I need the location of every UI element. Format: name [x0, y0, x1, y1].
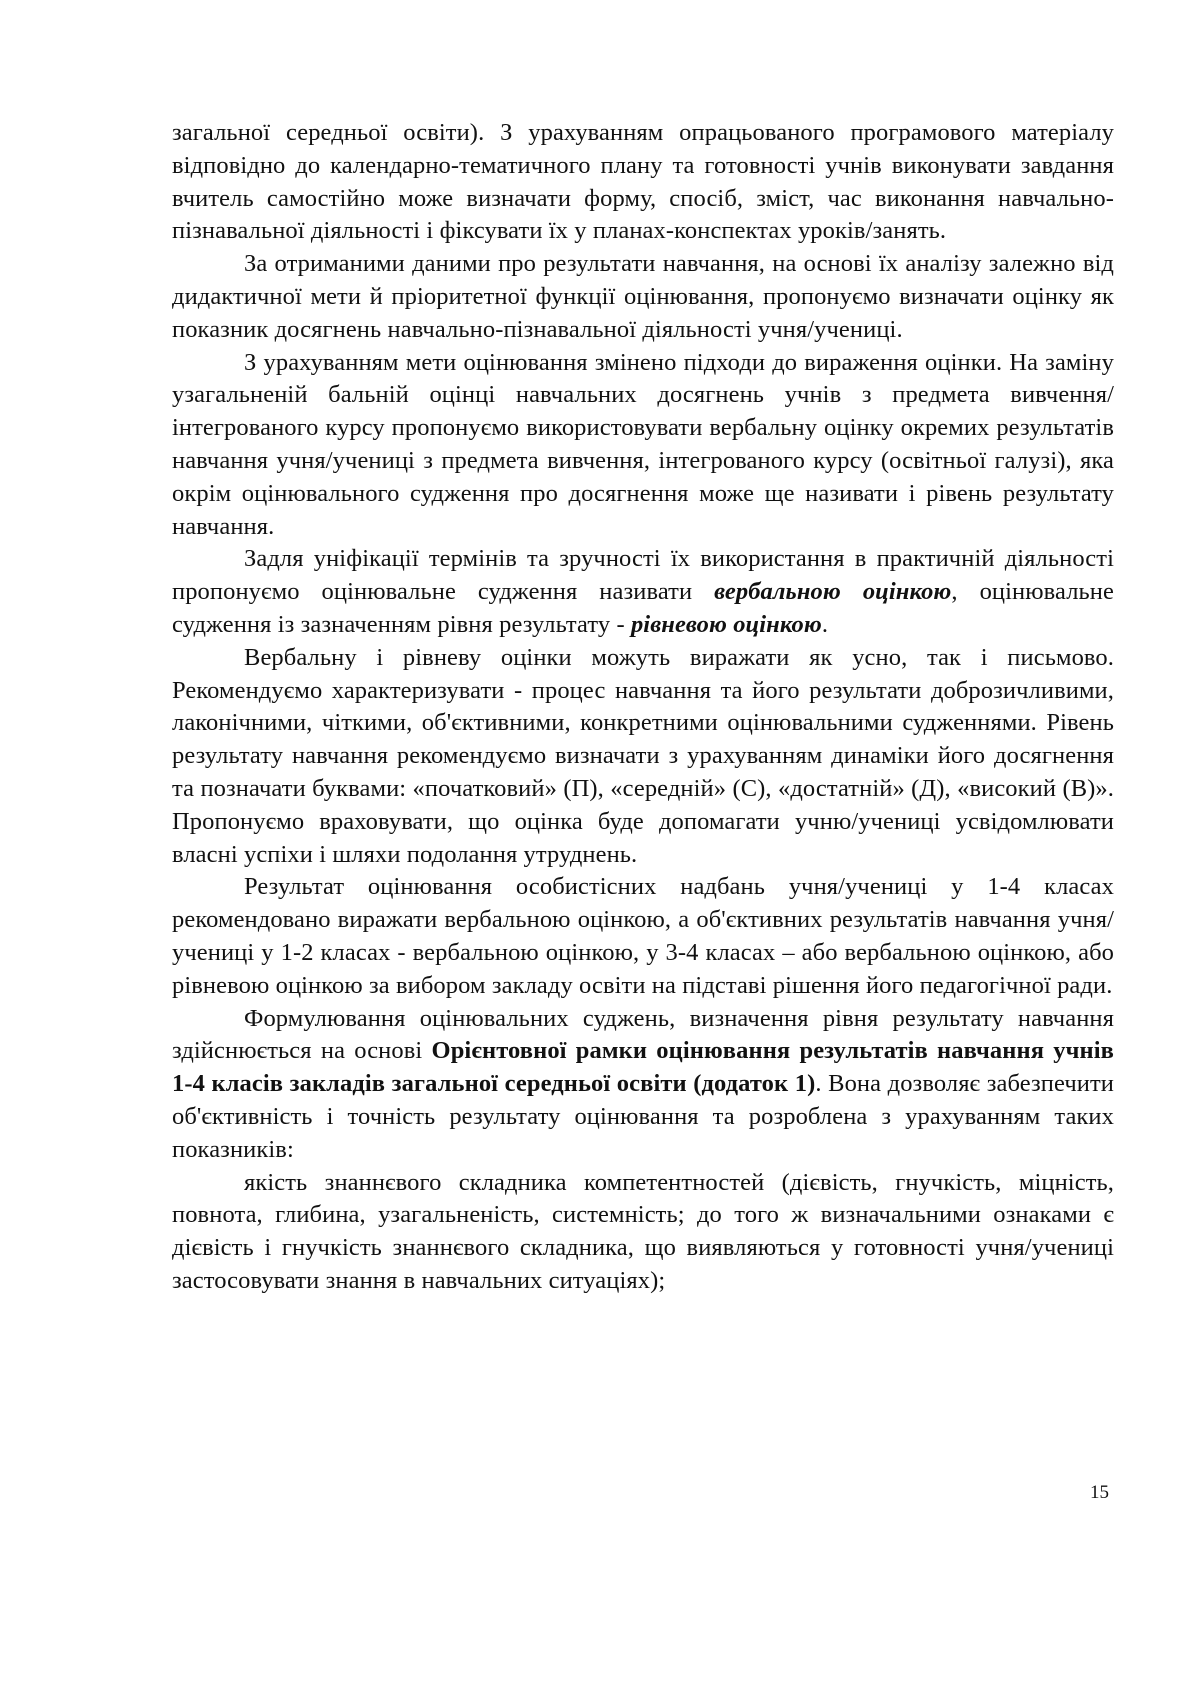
page-number: 15 [1090, 1482, 1109, 1503]
paragraph-1: загальної середньої освіти). З урахуванням опрацьованого програмового матеріалу відповідно до календарно-тематичного плану та готовності учнів виконувати завдання вчитель самостійно може визначати форму, спосіб, зміст, час виконання навчально-пізнавальної діяльності і фіксувати їх у планах-конспектах уроків/занять. [172, 119, 1114, 245]
paragraph-5: Вербальну і рівневу оцінки можуть виражати як усно, так і письмово. Рекомендуємо характеризувати - процес навчання та його результати доброзичливими, лаконічними, чіткими, об'єктивними, конкретними оцінювальними судженнями. Рівень результату навчання рекомендуємо визначати з урахуванням динаміки його досягнення та позначати буквами: «початковий» (П), «середній» (С), «достатній» (Д), «високий (В)». Пропонуємо враховувати, що оцінка буде допомагати учню/учениці усвідомлювати власні успіхи і шляхи подолання утруднень. [172, 643, 1114, 868]
assessment-framework-reference: Орієнтовної рамки оцінювання результатів навчання учнів 1-4 класів закладів загальної середньої освіти (додаток 1) [172, 1037, 1114, 1098]
verbal-assessment-term: вербальною оцінкою [714, 578, 952, 606]
paragraph-4 [172, 543, 1114, 641]
paragraph-4-text-before: Задля уніфікації термінів та зручності їх використання в практичній діяльності пропонуємо оцінювальне судження називати [172, 545, 1114, 606]
paragraph-7 [172, 1003, 1114, 1167]
paragraph-3: З урахуванням мети оцінювання змінено підходи до вираження оцінки. На заміну узагальненій бальній оцінці навчальних досягнень учнів з предмета вивчення/інтегрованого курсу пропонуємо використовувати вербальну оцінку окремих результатів навчання учня/учениці з предмета вивчення, інтегрованого курсу (освітньої галузі), яка окрім оцінювального судження про досягнення може ще називати і рівень результату навчання. [172, 348, 1114, 540]
document-page [172, 117, 1114, 1298]
paragraph-7-text-after: . Вона дозволяє забезпечити об'єктивність і точність результату оцінювання та розроблена з урахуванням таких показників: [172, 1070, 1114, 1163]
paragraph-2: За отриманими даними про результати навчання, на основі їх аналізу залежно від дидактичної мети й пріоритетної функції оцінювання, пропонуємо визначати оцінку як показник досягнень навчально-пізнавальної діяльності учня/учениці. [172, 250, 1114, 343]
level-assessment-term: рівневою оцінкою [630, 610, 822, 638]
paragraph-4-text-middle: , оцінювальне судження із зазначенням рівня результату - [172, 578, 1114, 638]
paragraph-8: якість знаннєвого складника компетентностей (дієвість, гнучкість, міцність, повнота, глибина, узагальненість, системність; до того ж визначальними ознаками є дієвість і гнучкість знаннєвого складника, що виявляються у готовності учня/учениці застосовувати знання в навчальних ситуаціях); [172, 1168, 1114, 1294]
paragraph-6: Результат оцінювання особистісних надбань учня/учениці у 1-4 класах рекомендовано виражати вербальною оцінкою, а об'єктивних результатів навчання учня/учениці у 1-2 класах - вербальною оцінкою, у 3-4 класах – або вербальною оцінкою, або рівневою оцінкою за вибором закладу освіти на підставі рішення його педагогічної ради. [172, 873, 1114, 999]
paragraph-4-text-after: . [821, 610, 829, 638]
paragraph-7-text-before: Формулювання оцінювальних суджень, визначення рівня результату навчання здійснюється на основі [172, 1004, 1114, 1065]
